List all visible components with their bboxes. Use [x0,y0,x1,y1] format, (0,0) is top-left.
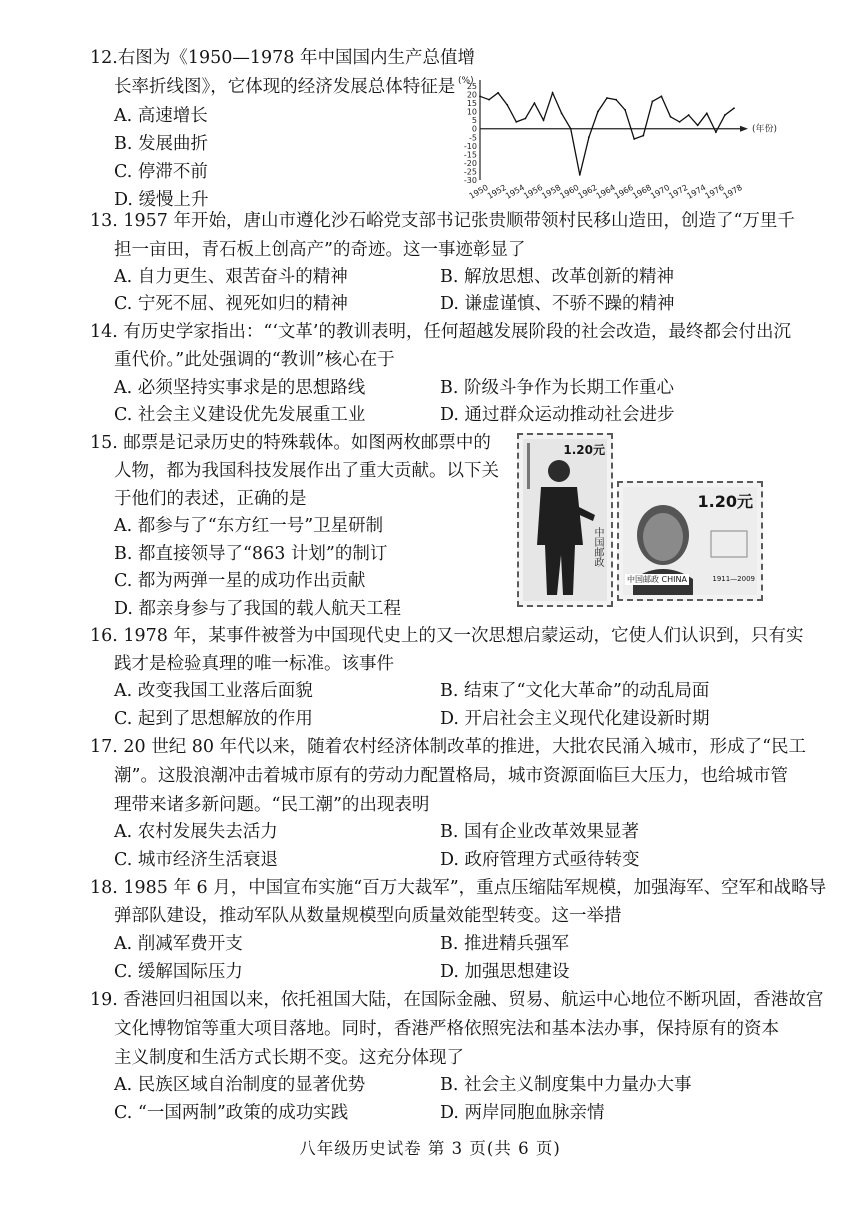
y-tick-label: -30 [463,176,477,185]
q17-stem-line3: 理带来诸多新问题。“民工潮”的出现表明 [114,795,430,815]
data-point [515,121,517,123]
x-tick-label: 1956 [522,182,545,201]
data-point [561,112,563,114]
data-point [642,135,644,137]
q19-stem-line2: 文化博物馆等重大项目落地。同时，香港严格依照宪法和基本法办事，保持原有的资本 [114,1019,779,1039]
q14-option-b: B. 阶级斗争作为长期工作重心 [440,378,674,398]
q15-option-a: A. 都参与了“东方红一号”卫星研制 [114,516,384,536]
q14-stem-line2: 重代价。”此处强调的“教训”核心在于 [114,350,395,370]
q18-stem-line1: 18. 1985 年 6 月，中国宣布实施“百万大裁军”，重点压缩陆军规模，加强海军、空军和战略导 [90,878,827,898]
y-tick-label: 0 [471,124,477,134]
data-point [624,109,626,111]
y-tick-label: -15 [463,150,477,160]
y-tick-label: 20 [466,90,477,100]
data-point [670,116,672,118]
q14-option-a: A. 必须坚持实事求是的思想路线 [114,378,366,398]
data-point [606,97,608,99]
y-axis-label: (%) [458,76,474,86]
q12-stem-line2: 长率折线图》，它体现的经济发展总体特征是 [114,77,456,97]
y-tick-label: -5 [469,133,477,143]
data-point [570,128,572,130]
q15-option-c: C. 都为两弹一星的成功作出贡献 [114,571,366,591]
page-footer: 八年级历史试卷 第 3 页(共 6 页) [299,1139,561,1158]
data-point [615,99,617,101]
q17-option-c: C. 城市经济生活衰退 [114,850,278,870]
stamp-portrait-elderly [617,481,763,601]
q15-stem-line3: 于他们的表述，正确的是 [114,489,307,509]
q19-option-d: D. 两岸同胞血脉亲情 [440,1103,605,1123]
data-point [661,95,663,97]
data-point [633,138,635,140]
y-tick-label: -10 [463,141,477,151]
x-tick-label: 1970 [649,182,672,201]
q19-option-a: A. 民族区域自治制度的显著优势 [114,1075,366,1095]
data-point [579,174,581,176]
data-point [697,124,699,126]
data-point [488,99,490,101]
stamp1-value: 1.20元 [563,443,605,457]
q18-stem-line2: 弹部队建设，推动军队从数量规模型向质量效能型转变。这一举措 [114,906,622,926]
q16-option-d: D. 开启社会主义现代化建设新时期 [440,709,710,729]
data-point [733,107,735,109]
stamp1-figure [519,435,611,605]
x-tick-label: 1958 [540,182,563,201]
q19-stem-line3: 主义制度和生活方式长期不变。这充分体现了 [114,1048,464,1068]
stamp1-country-label: 中国邮政 [592,527,603,567]
q15-option-d: D. 都亲身参与了我国的载人航天工程 [114,599,402,619]
q17-stem-line2: 潮”。这股浪潮冲击着城市原有的劳动力配置格局，城市资源面临巨大压力，也给城市管 [114,766,788,786]
stamp-portrait-standing [517,433,613,607]
q17-option-b: B. 国有企业改革效果显著 [440,822,639,842]
x-tick-label: 1966 [612,182,635,201]
data-point [506,104,508,106]
q13-option-c: C. 宁死不屈、视死如归的精神 [114,294,348,314]
q16-stem-line2: 践才是检验真理的唯一标准。该事件 [114,654,394,674]
q18-option-b: B. 推进精兵强军 [440,934,569,954]
q16-option-a: A. 改变我国工业落后面貌 [114,681,313,701]
q14-option-d: D. 通过群众运动推动社会进步 [440,405,675,425]
q19-stem-line1: 19. 香港回归祖国以来，依托祖国大陆，在国际金融、贸易、航运中心地位不断巩固，香港故宫 [90,990,824,1010]
q19-option-b: B. 社会主义制度集中力量办大事 [440,1075,692,1095]
q12-option-a: A. 高速增长 [114,106,208,126]
q15-stem-line1: 15. 邮票是记录历史的特殊载体。如图两枚邮票中的 [90,433,491,453]
q18-option-d: D. 加强思想建设 [440,962,570,982]
q13-stem-line2: 担一亩田，青石板上创高产”的奇迹。这一事迹彰显了 [114,240,526,260]
data-point [715,131,717,133]
q12-option-d: D. 缓慢上升 [114,190,209,210]
x-tick-label: 1964 [594,182,617,201]
q16-stem-line1: 16. 1978 年，某事件被誉为中国现代史上的又一次思想启蒙运动，它使人们认识到，只有实 [90,626,804,646]
x-tick-label: 1978 [721,182,744,201]
x-tick-label: 1952 [485,182,508,201]
q15-stem-line2: 人物，都为我国科技发展作出了重大贡献。以下关 [114,461,499,481]
q13-stem-line1: 13. 1957 年开始，唐山市遵化沙石峪党支部书记张贵顺带领村民移山造田，创造了“万里千 [90,211,795,231]
y-tick-label: -20 [463,158,477,168]
data-point [524,118,526,120]
q18-option-a: A. 削减军费开支 [114,934,243,954]
data-point [543,119,545,121]
x-tick-label: 1972 [667,182,690,201]
y-tick-label: -25 [463,167,477,177]
q17-stem-line1: 17. 20 世纪 80 年代以来，随着农村经济体制改革的推进，大批农民涌入城市，形成了“民工 [90,737,807,757]
q19-option-c: C. “一国两制”政策的成功实践 [114,1103,349,1123]
q15-option-b: B. 都直接领导了“863 计划”的制订 [114,544,388,564]
q14-stem-line1: 14. 有历史学家指出：“‘文革’的教训表明，任何超越发展阶段的社会改造，最终都会付出沉 [90,322,791,342]
x-tick-label: 1974 [685,182,708,201]
data-point [534,102,536,104]
q13-option-b: B. 解放思想、改革创新的精神 [440,267,674,287]
y-tick-label: 25 [466,82,477,91]
data-point [597,111,599,113]
data-point [651,100,653,102]
stamp2-value: 1.20元 [697,492,753,511]
q14-option-c: C. 社会主义建设优先发展重工业 [114,405,366,425]
y-tick-label: 5 [471,116,477,126]
q12-option-b: B. 发展曲折 [114,134,208,154]
q13-option-d: D. 谦虚谨慎、不骄不躁的精神 [440,294,675,314]
q17-option-a: A. 农村发展失去活力 [114,822,278,842]
x-tick-label: 1954 [503,182,527,201]
data-point [552,92,554,94]
q18-option-c: C. 缓解国际压力 [114,962,243,982]
y-tick-label: 10 [466,107,477,117]
x-axis-label: (年份) [752,124,778,135]
data-point [679,121,681,123]
y-tick-label: 15 [466,99,477,109]
q16-option-c: C. 起到了思想解放的作用 [114,709,313,729]
q12-stem-line1: 12.右图为《1950—1978 年中国国内生产总值增 [90,48,475,68]
data-point [688,114,690,116]
gdp-growth-line [480,93,734,175]
gdp-growth-chart [450,74,780,204]
data-point [706,112,708,114]
x-tick-label: 1968 [630,182,654,201]
data-point [479,95,481,97]
data-point [497,92,499,94]
x-tick-label: 1962 [576,182,599,201]
q12-option-c: C. 停滞不前 [114,162,208,182]
data-point [724,114,726,116]
data-point [588,136,590,138]
q17-option-d: D. 政府管理方式亟待转变 [440,850,640,870]
x-axis-arrow [740,126,748,132]
x-tick-label: 1950 [467,182,490,201]
x-tick-label: 1960 [558,182,581,201]
x-tick-label: 1976 [703,182,726,201]
q13-option-a: A. 自力更生、艰苦奋斗的精神 [114,267,348,287]
q16-option-b: B. 结束了“文化大革命”的动乱局面 [440,681,710,701]
stamp2-years: 1911—2009 [712,575,755,583]
stamp2-country-label: 中国邮政 CHINA [627,575,687,584]
